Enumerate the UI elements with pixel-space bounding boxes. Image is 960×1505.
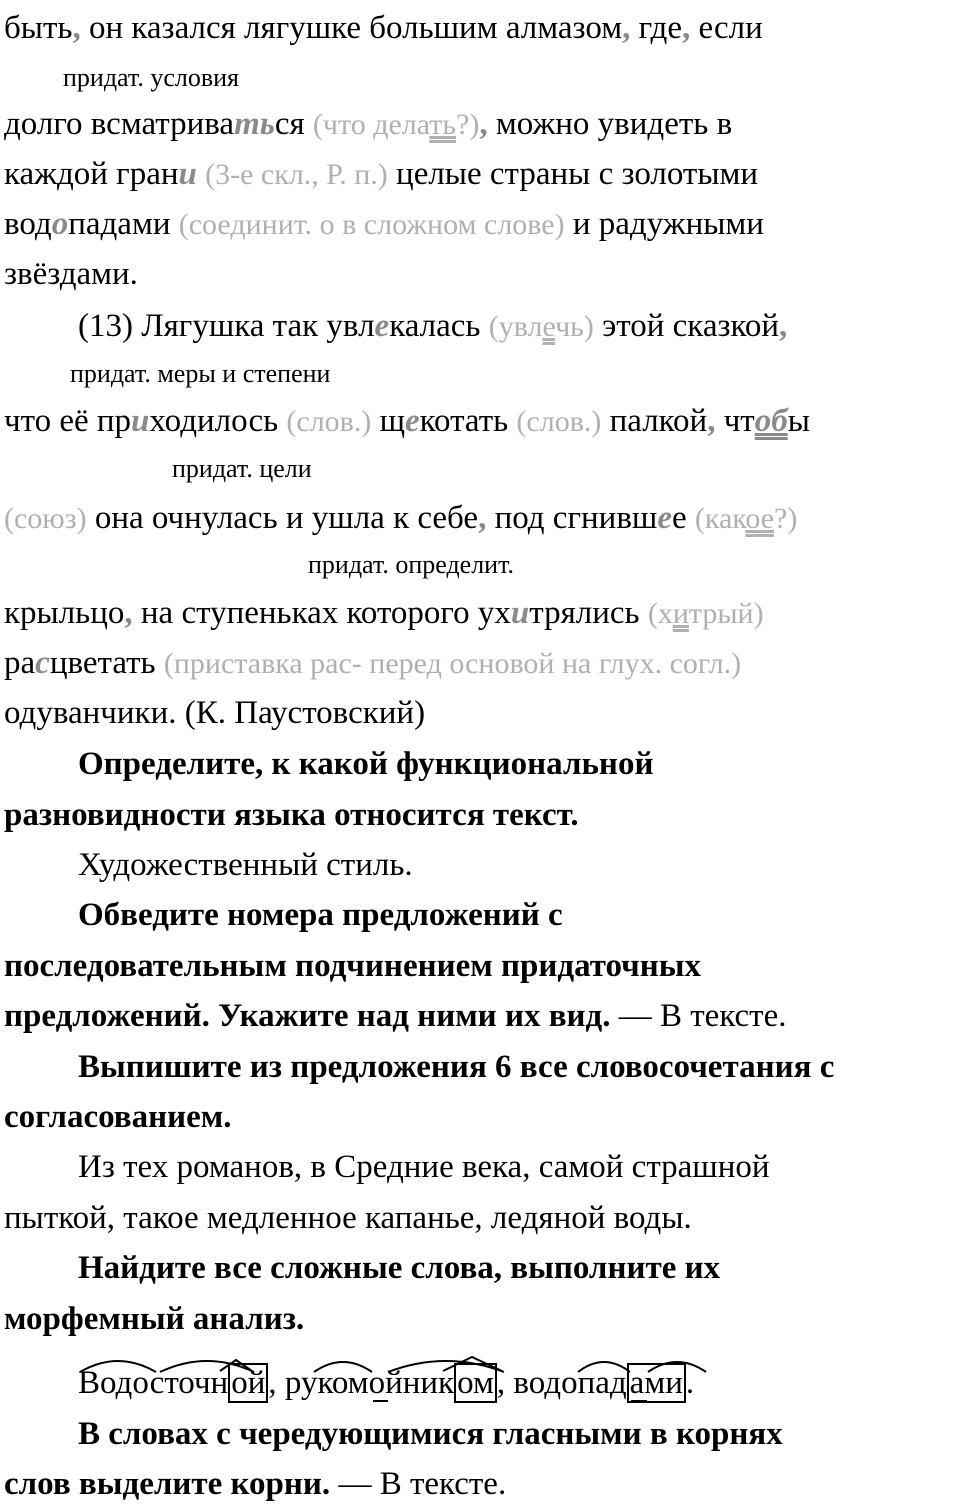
separator: , [268, 1365, 285, 1401]
word1-part: Водо [78, 1365, 150, 1401]
word2-ending: ом [454, 1363, 497, 1403]
word3-interfix: о [561, 1365, 578, 1401]
hint: (приставка рас- перед основой на глух. согл.) [163, 647, 742, 680]
comma-mark: , [622, 10, 631, 46]
text: этой сказкой [593, 308, 780, 344]
text: он казался лягушке большим алмазом [80, 10, 623, 46]
task5-line-2 [4, 1468, 506, 1501]
text: под сгнивш [486, 500, 658, 536]
text: если [690, 10, 763, 46]
task3-answer-line-1: Из тех романов, в Средние века, самой страшной [78, 1149, 770, 1185]
task3-answer-line-2: пыткой, такое медленное капанье, ледяной воды. [4, 1200, 692, 1236]
comma-mark: , [124, 595, 133, 631]
clause-note-4: придат. определит. [308, 550, 515, 579]
comma-mark: , [478, 500, 487, 536]
word3-root: вод [513, 1365, 562, 1401]
text: калась [389, 308, 489, 344]
spelling-mark: и [131, 403, 150, 439]
task1-question-line-1: Определите, к какой функциональной [78, 746, 654, 782]
task4-question-line-1: Найдите все сложные слова, выполните их [78, 1250, 721, 1286]
spelling-mark: и [510, 595, 530, 631]
clause-note-1: придат. условия [63, 63, 239, 92]
text: крыльцо [4, 595, 125, 631]
text: быть [4, 10, 73, 46]
task5-question-line-2: слов выделите корни. [4, 1466, 331, 1502]
clause-note-3: придат. цели [172, 454, 312, 483]
hint: (соединит. о в сложном слове) [178, 208, 565, 241]
hint: (увл [488, 310, 543, 343]
hint: (что дела [312, 108, 430, 141]
hint-underlined: и [672, 597, 689, 630]
period: . [685, 1365, 695, 1401]
word2-part: мойник [347, 1365, 455, 1401]
hint: (слов.) [286, 405, 372, 438]
text-line-11: одуванчики. (К. Паустовский) [4, 695, 426, 731]
word2-interfix: о [331, 1365, 348, 1401]
comma-mark: , [681, 10, 691, 46]
spelling-mark: ть [234, 106, 275, 142]
task4-question-line-2: морфемный анализ. [4, 1301, 305, 1337]
text: каждой гран [4, 156, 179, 192]
text: (13) Лягушка так увл [78, 308, 375, 344]
task1-question-line-2: разновидности языка относится текст. [4, 797, 579, 833]
hint: (3-е скл., Р. п.) [205, 158, 388, 191]
word1-ending: ой [228, 1363, 268, 1403]
hint: трый) [688, 597, 764, 630]
word3-ending: ами [627, 1363, 686, 1403]
text: ы [787, 403, 810, 439]
text: трялись [529, 595, 648, 631]
spelling-mark: об [754, 403, 788, 439]
word2-root: рук [284, 1365, 332, 1401]
text: она очнулась и ушла к себе [86, 500, 479, 536]
text: падами [68, 206, 179, 242]
task2-question-line-1: Обведите номера предложений с [78, 897, 563, 933]
task2-question-line-2: последовательным подчинением придаточных [4, 948, 702, 984]
hint: ?) [456, 108, 480, 141]
hint: (слов.) [516, 405, 602, 438]
spelling-mark: с [35, 645, 50, 681]
word3-root: пад [577, 1365, 627, 1401]
task2-question-line-3: предложений. Укажите над ними их вид. [4, 998, 611, 1034]
text: и радужными [564, 206, 764, 242]
spelling-mark: е [405, 403, 420, 439]
morpheme-analysis-line [78, 1367, 694, 1400]
hint-underlined: е [542, 310, 556, 343]
hint: ?) [774, 502, 798, 535]
text: долго всматрива [4, 106, 235, 142]
task2-answer: — В тексте. [610, 998, 787, 1034]
hint-underlined: ое [745, 502, 775, 535]
spelling-mark: о [51, 206, 69, 242]
word1-part: сточн [149, 1365, 229, 1401]
text: ся [274, 106, 313, 142]
clause-note-2: придат. меры и степени [70, 359, 331, 388]
text: чт [715, 403, 755, 439]
text: где [630, 10, 682, 46]
task5-answer: — В тексте. [330, 1466, 507, 1502]
hint: (как [694, 502, 746, 535]
text-line-5: звёздами. [4, 256, 138, 292]
separator: , [496, 1365, 514, 1401]
text: е [671, 500, 695, 536]
comma-mark: , [779, 308, 788, 344]
text: ра [4, 645, 36, 681]
task3-question-line-2: согласованием. [4, 1099, 232, 1135]
text: котать [419, 403, 517, 439]
hint: чь) [555, 310, 594, 343]
hint: (х [647, 597, 673, 630]
text: целые страны с золотыми [387, 156, 759, 192]
text: на ступеньках которого ух [132, 595, 511, 631]
text: цветать [49, 645, 164, 681]
text: ходилось [149, 403, 287, 439]
spelling-mark: и [178, 156, 197, 192]
comma-mark: , [707, 403, 716, 439]
spelling-mark: е [657, 500, 672, 536]
text: можно увидеть в [487, 106, 733, 142]
comma-mark: , [479, 106, 488, 142]
text: что её пр [4, 403, 132, 439]
text: палкой [601, 403, 708, 439]
comma-mark: , [72, 10, 81, 46]
hint: (союз) [4, 502, 87, 535]
hint-underlined: ть [429, 108, 457, 141]
task1-answer: Художественный стиль. [78, 847, 413, 883]
spelling-mark: е [374, 308, 390, 344]
task3-question-line-1: Выпишите из предложения 6 все словосочетания с [78, 1049, 835, 1085]
task5-question-line-1: В словах с чередующимися гласными в корнях [78, 1416, 783, 1452]
text: щ [371, 403, 405, 439]
text: вод [4, 206, 52, 242]
